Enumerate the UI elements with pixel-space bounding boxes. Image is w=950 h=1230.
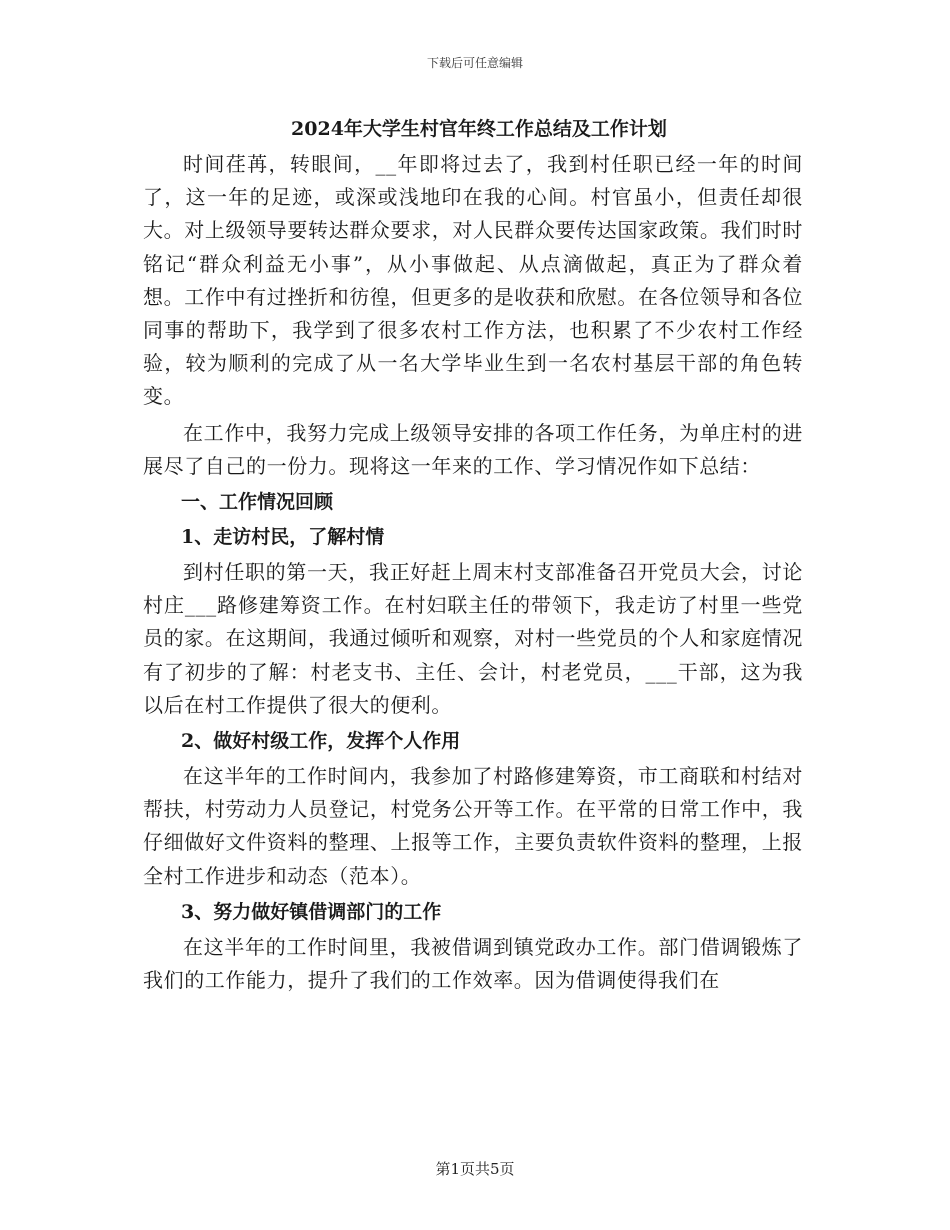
item-1-heading: 1、走访村民，了解村情 xyxy=(181,526,385,549)
section-1-heading: 一、工作情况回顾 xyxy=(181,491,334,514)
intro-paragraph-1: 时间荏苒，转眼间，__年即将过去了，我到村任职已经一年的时间了，这一年的足迹，或深或浅地印在我的心间。村官虽小，但责任却很大。对上级领导要转达群众要求，对人民群众要传达国家政策。我们时时铭记“群众利益无小事”，从小事做起、从点滴做起，真正为了群众着想。工作中有过挫折和彷徨，但更多的是收获和欣慰。在各位领导和各位同事的帮助下，我学到了很多农村工作方法，也积累了不少农村工作经验，较为顺利的完成了从一名大学毕业生到一名农村基层干部的角色转变。 xyxy=(143,152,803,409)
page-header: 下载后可任意编辑 xyxy=(426,56,523,70)
item-3-paragraph: 在这半年的工作时间里，我被借调到镇党政办工作。部门借调锻炼了我们的工作能力，提升了我们的工作效率。因为借调使得我们在 xyxy=(143,934,803,993)
item-1-paragraph: 到村任职的第一天，我正好赶上周末村支部准备召开党员大会，讨论村庄___路修建筹资工作。在村妇联主任的带领下，我走访了村里一些党员的家。在这期间，我通过倾听和观察，对村一些党员的个人和家庭情况有了初步的了解：村老支书、主任、会计，村老党员，___干部，这为我以后在村工作提供了很大的便利。 xyxy=(143,560,803,717)
item-2-paragraph: 在这半年的工作时间内，我参加了村路修建筹资，市工商联和村结对帮扶，村劳动力人员登记，村党务公开等工作。在平常的日常工作中，我仔细做好文件资料的整理、上报等工作，主要负责软件资料的整理，上报全村工作进步和动态（范本）。 xyxy=(143,764,803,888)
item-2-heading: 2、做好村级工作，发挥个人作用 xyxy=(181,730,461,753)
page-number-footer: 第1页共5页 xyxy=(435,1160,515,1178)
intro-paragraph-2: 在工作中，我努力完成上级领导安排的各项工作任务，为单庄村的进展尽了自己的一份力。现将这一年来的工作、学习情况作如下总结： xyxy=(143,420,803,478)
item-3-heading: 3、努力做好镇借调部门的工作 xyxy=(181,900,442,923)
document-body xyxy=(143,112,803,1000)
document-title: 2024年大学生村官年终工作总结及工作计划 xyxy=(291,118,667,140)
